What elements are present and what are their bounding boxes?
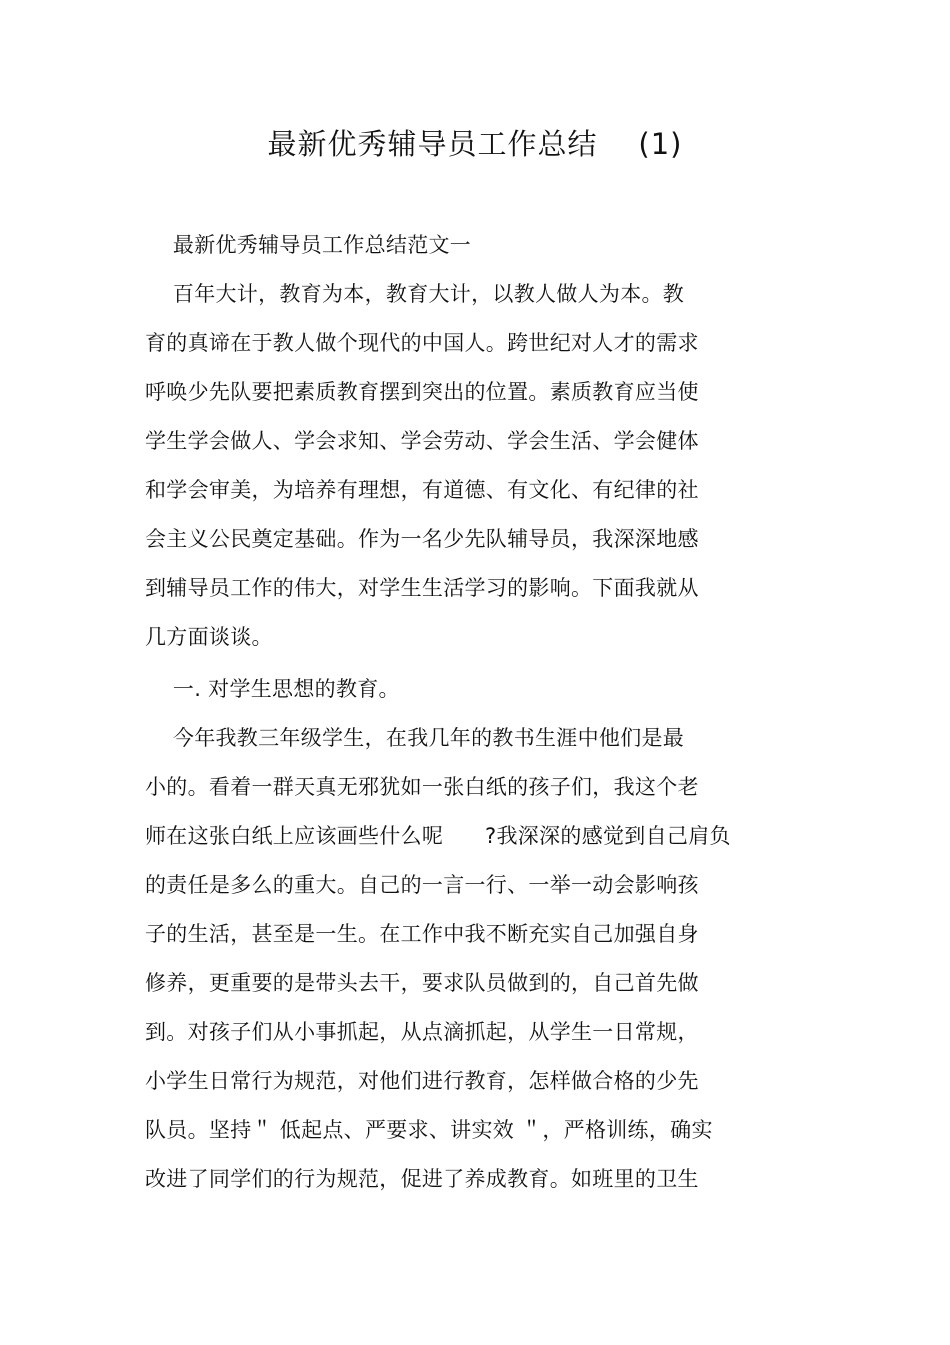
document-title: 最新优秀辅导员工作总结 (1) xyxy=(267,127,683,161)
section-heading: 一. 对学生思想的教育。 xyxy=(145,677,400,701)
text-line: 改进了同学们的行为规范，促进了养成教育。如班里的卫生 xyxy=(145,1167,699,1191)
text-line: 最新优秀辅导员工作总结范文一 xyxy=(145,233,472,257)
text-line: 到。对孩子们从小事抓起，从点滴抓起，从学生一日常规， xyxy=(145,1020,699,1044)
text-line: 会主义公民奠定基础。作为一名少先队辅导员，我深深地感 xyxy=(145,527,699,551)
text-line: 修养，更重要的是带头去干，要求队员做到的，自己首先做 xyxy=(145,971,699,995)
text-line: 子的生活，甚至是一生。在工作中我不断充实自己加强自身 xyxy=(145,922,699,946)
text-line: 小学生日常行为规范，对他们进行教育，怎样做合格的少先 xyxy=(145,1069,699,1093)
text-line: 队员。坚持＂ 低起点、严要求、讲实效 ＂，严格训练，确实 xyxy=(145,1118,713,1142)
text-line: 今年我教三年级学生，在我几年的教书生涯中他们是最 xyxy=(145,726,685,750)
text-line: 小的。看着一群天真无邪犹如一张白纸的孩子们，我这个老 xyxy=(145,775,699,799)
text-line: 呼唤少先队要把素质教育摆到突出的位置。素质教育应当使 xyxy=(145,380,699,404)
text-line: 到辅导员工作的伟大，对学生生活学习的影响。下面我就从 xyxy=(145,576,699,600)
text-line: 几方面谈谈。 xyxy=(145,625,273,649)
text-line: 学生学会做人、学会求知、学会劳动、学会生活、学会健体 xyxy=(145,429,699,453)
text-line: 百年大计，教育为本，教育大计，以教人做人为本。教 xyxy=(145,282,685,306)
text-line: 师在这张白纸上应该画些什么呢 ?我深深的感觉到自己肩负 xyxy=(145,824,731,848)
text-line: 育的真谛在于教人做个现代的中国人。跨世纪对人才的需求 xyxy=(145,331,699,355)
text-line: 的责任是多么的重大。自己的一言一行、一举一动会影响孩 xyxy=(145,873,699,897)
text-line: 和学会审美，为培养有理想，有道德、有文化、有纪律的社 xyxy=(145,478,699,502)
